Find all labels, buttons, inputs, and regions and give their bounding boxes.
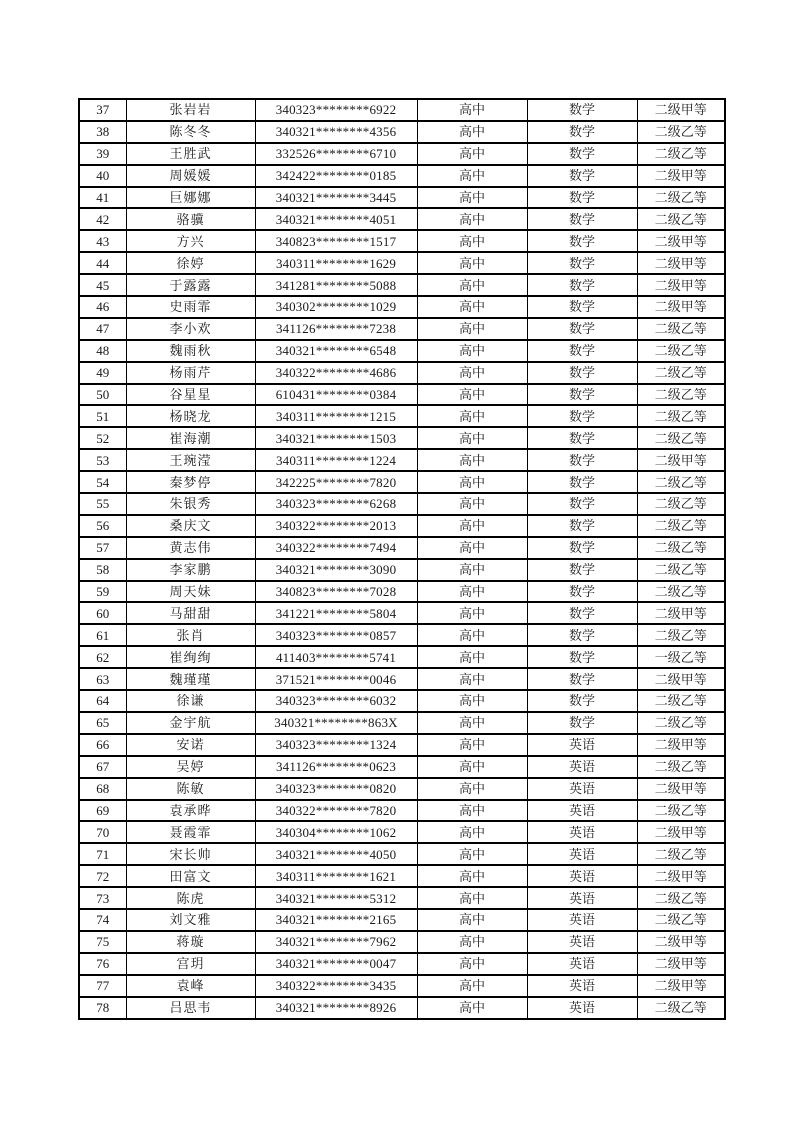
cell-serial-number: 54 <box>79 471 126 493</box>
cell-grade-level: 二级甲等 <box>637 734 725 756</box>
cell-serial-number: 58 <box>79 559 126 581</box>
cell-serial-number: 63 <box>79 668 126 690</box>
cell-serial-number: 67 <box>79 756 126 778</box>
cell-school-stage: 高中 <box>417 602 527 624</box>
cell-subject: 英语 <box>527 953 637 975</box>
table-row <box>79 756 725 778</box>
cell-school-stage: 高中 <box>417 843 527 865</box>
cell-name: 蒋璇 <box>126 931 255 953</box>
cell-name: 骆骥 <box>126 208 255 230</box>
cell-serial-number: 75 <box>79 931 126 953</box>
table-row <box>79 865 725 887</box>
cell-id-number: 340323********6922 <box>255 99 417 121</box>
cell-id-number: 340321********8926 <box>255 997 417 1019</box>
cell-name: 金宇航 <box>126 712 255 734</box>
cell-grade-level: 二级乙等 <box>637 624 725 646</box>
cell-serial-number: 57 <box>79 537 126 559</box>
cell-name: 张岩岩 <box>126 99 255 121</box>
cell-school-stage: 高中 <box>417 953 527 975</box>
cell-name: 周媛媛 <box>126 165 255 187</box>
cell-id-number: 340322********2013 <box>255 515 417 537</box>
cell-name: 徐谦 <box>126 690 255 712</box>
cell-subject: 英语 <box>527 865 637 887</box>
cell-serial-number: 52 <box>79 427 126 449</box>
table-row <box>79 646 725 668</box>
cell-grade-level: 二级乙等 <box>637 340 725 362</box>
cell-name: 方兴 <box>126 230 255 252</box>
cell-id-number: 340321********4051 <box>255 208 417 230</box>
cell-subject: 英语 <box>527 778 637 800</box>
cell-name: 朱银秀 <box>126 493 255 515</box>
cell-serial-number: 74 <box>79 909 126 931</box>
cell-serial-number: 38 <box>79 121 126 143</box>
cell-serial-number: 47 <box>79 318 126 340</box>
table-row <box>79 887 725 909</box>
cell-subject: 数学 <box>527 668 637 690</box>
cell-grade-level: 二级甲等 <box>637 668 725 690</box>
cell-school-stage: 高中 <box>417 821 527 843</box>
cell-name: 黄志伟 <box>126 537 255 559</box>
cell-subject: 数学 <box>527 602 637 624</box>
cell-serial-number: 37 <box>79 99 126 121</box>
cell-subject: 数学 <box>527 471 637 493</box>
cell-school-stage: 高中 <box>417 778 527 800</box>
table-row <box>79 449 725 471</box>
cell-subject: 英语 <box>527 756 637 778</box>
cell-name: 田富文 <box>126 865 255 887</box>
cell-serial-number: 60 <box>79 602 126 624</box>
table-row <box>79 427 725 449</box>
cell-grade-level: 二级乙等 <box>637 427 725 449</box>
cell-serial-number: 43 <box>79 230 126 252</box>
cell-id-number: 332526********6710 <box>255 143 417 165</box>
table-row <box>79 121 725 143</box>
cell-subject: 数学 <box>527 449 637 471</box>
table-row <box>79 668 725 690</box>
cell-serial-number: 44 <box>79 252 126 274</box>
cell-school-stage: 高中 <box>417 274 527 296</box>
cell-grade-level: 二级乙等 <box>637 887 725 909</box>
cell-grade-level: 二级乙等 <box>637 843 725 865</box>
cell-grade-level: 二级乙等 <box>637 318 725 340</box>
cell-subject: 数学 <box>527 537 637 559</box>
cell-id-number: 340823********7028 <box>255 581 417 603</box>
cell-school-stage: 高中 <box>417 427 527 449</box>
cell-id-number: 340322********7494 <box>255 537 417 559</box>
table-row <box>79 318 725 340</box>
cell-id-number: 340323********1324 <box>255 734 417 756</box>
cell-subject: 英语 <box>527 843 637 865</box>
cell-name: 刘文雅 <box>126 909 255 931</box>
cell-id-number: 340323********6032 <box>255 690 417 712</box>
table-row <box>79 734 725 756</box>
cell-subject: 数学 <box>527 712 637 734</box>
cell-name: 李家鹏 <box>126 559 255 581</box>
cell-id-number: 340321********2165 <box>255 909 417 931</box>
cell-name: 安诺 <box>126 734 255 756</box>
cell-serial-number: 45 <box>79 274 126 296</box>
cell-name: 袁峰 <box>126 975 255 997</box>
cell-school-stage: 高中 <box>417 975 527 997</box>
cell-school-stage: 高中 <box>417 800 527 822</box>
cell-subject: 数学 <box>527 318 637 340</box>
cell-serial-number: 50 <box>79 384 126 406</box>
cell-subject: 英语 <box>527 821 637 843</box>
roster-table-body <box>79 99 725 1019</box>
cell-id-number: 340323********0820 <box>255 778 417 800</box>
cell-school-stage: 高中 <box>417 887 527 909</box>
cell-grade-level: 二级乙等 <box>637 362 725 384</box>
cell-grade-level: 二级甲等 <box>637 449 725 471</box>
cell-serial-number: 41 <box>79 187 126 209</box>
table-row <box>79 690 725 712</box>
cell-subject: 数学 <box>527 559 637 581</box>
cell-name: 吕思韦 <box>126 997 255 1019</box>
cell-id-number: 340321********4356 <box>255 121 417 143</box>
cell-serial-number: 72 <box>79 865 126 887</box>
cell-grade-level: 二级乙等 <box>637 559 725 581</box>
table-row <box>79 296 725 318</box>
cell-school-stage: 高中 <box>417 405 527 427</box>
cell-id-number: 610431********0384 <box>255 384 417 406</box>
cell-id-number: 340321********4050 <box>255 843 417 865</box>
cell-school-stage: 高中 <box>417 997 527 1019</box>
cell-subject: 数学 <box>527 296 637 318</box>
cell-grade-level: 二级乙等 <box>637 537 725 559</box>
cell-grade-level: 二级甲等 <box>637 252 725 274</box>
cell-subject: 数学 <box>527 646 637 668</box>
cell-id-number: 340311********1621 <box>255 865 417 887</box>
cell-id-number: 340321********863X <box>255 712 417 734</box>
cell-subject: 英语 <box>527 909 637 931</box>
table-row <box>79 624 725 646</box>
table-row <box>79 778 725 800</box>
cell-subject: 数学 <box>527 165 637 187</box>
cell-school-stage: 高中 <box>417 581 527 603</box>
table-row <box>79 931 725 953</box>
cell-subject: 数学 <box>527 340 637 362</box>
cell-name: 魏瑾瑾 <box>126 668 255 690</box>
cell-id-number: 340323********0857 <box>255 624 417 646</box>
cell-serial-number: 48 <box>79 340 126 362</box>
cell-school-stage: 高中 <box>417 493 527 515</box>
table-row <box>79 274 725 296</box>
cell-id-number: 341221********5804 <box>255 602 417 624</box>
cell-serial-number: 66 <box>79 734 126 756</box>
cell-serial-number: 39 <box>79 143 126 165</box>
cell-name: 周天妹 <box>126 581 255 603</box>
cell-name: 史雨霏 <box>126 296 255 318</box>
cell-id-number: 341126********7238 <box>255 318 417 340</box>
cell-subject: 数学 <box>527 230 637 252</box>
table-row <box>79 559 725 581</box>
cell-id-number: 340321********3090 <box>255 559 417 581</box>
cell-grade-level: 二级乙等 <box>637 756 725 778</box>
cell-id-number: 340823********1517 <box>255 230 417 252</box>
cell-serial-number: 56 <box>79 515 126 537</box>
table-row <box>79 602 725 624</box>
cell-school-stage: 高中 <box>417 99 527 121</box>
cell-school-stage: 高中 <box>417 559 527 581</box>
cell-id-number: 341281********5088 <box>255 274 417 296</box>
cell-name: 宫玥 <box>126 953 255 975</box>
cell-name: 杨晓龙 <box>126 405 255 427</box>
cell-subject: 英语 <box>527 887 637 909</box>
table-row <box>79 99 725 121</box>
cell-serial-number: 46 <box>79 296 126 318</box>
cell-subject: 英语 <box>527 800 637 822</box>
cell-subject: 英语 <box>527 734 637 756</box>
cell-name: 马甜甜 <box>126 602 255 624</box>
cell-subject: 数学 <box>527 690 637 712</box>
cell-id-number: 340322********7820 <box>255 800 417 822</box>
cell-id-number: 340321********0047 <box>255 953 417 975</box>
cell-serial-number: 70 <box>79 821 126 843</box>
cell-grade-level: 二级甲等 <box>637 296 725 318</box>
cell-name: 杨雨芹 <box>126 362 255 384</box>
cell-school-stage: 高中 <box>417 756 527 778</box>
cell-id-number: 342422********0185 <box>255 165 417 187</box>
table-row <box>79 405 725 427</box>
cell-name: 宋长帅 <box>126 843 255 865</box>
cell-school-stage: 高中 <box>417 362 527 384</box>
cell-serial-number: 53 <box>79 449 126 471</box>
table-row <box>79 252 725 274</box>
cell-grade-level: 二级乙等 <box>637 493 725 515</box>
cell-serial-number: 55 <box>79 493 126 515</box>
table-row <box>79 143 725 165</box>
cell-school-stage: 高中 <box>417 121 527 143</box>
table-row <box>79 493 725 515</box>
cell-serial-number: 64 <box>79 690 126 712</box>
cell-subject: 数学 <box>527 384 637 406</box>
cell-school-stage: 高中 <box>417 165 527 187</box>
cell-grade-level: 二级乙等 <box>637 712 725 734</box>
cell-serial-number: 68 <box>79 778 126 800</box>
cell-id-number: 340304********1062 <box>255 821 417 843</box>
cell-school-stage: 高中 <box>417 712 527 734</box>
cell-id-number: 340311********1215 <box>255 405 417 427</box>
cell-grade-level: 二级甲等 <box>637 975 725 997</box>
cell-grade-level: 二级乙等 <box>637 690 725 712</box>
table-row <box>79 340 725 362</box>
cell-school-stage: 高中 <box>417 384 527 406</box>
roster-table-container <box>78 98 724 1020</box>
cell-subject: 数学 <box>527 121 637 143</box>
cell-name: 陈冬冬 <box>126 121 255 143</box>
cell-grade-level: 二级甲等 <box>637 99 725 121</box>
cell-school-stage: 高中 <box>417 318 527 340</box>
cell-grade-level: 二级乙等 <box>637 187 725 209</box>
cell-name: 巨娜娜 <box>126 187 255 209</box>
cell-serial-number: 49 <box>79 362 126 384</box>
cell-id-number: 342225********7820 <box>255 471 417 493</box>
cell-serial-number: 40 <box>79 165 126 187</box>
table-row <box>79 384 725 406</box>
cell-grade-level: 一级乙等 <box>637 646 725 668</box>
table-row <box>79 515 725 537</box>
cell-subject: 数学 <box>527 581 637 603</box>
table-row <box>79 537 725 559</box>
cell-subject: 数学 <box>527 274 637 296</box>
cell-grade-level: 二级甲等 <box>637 778 725 800</box>
cell-id-number: 340323********6268 <box>255 493 417 515</box>
cell-serial-number: 62 <box>79 646 126 668</box>
cell-grade-level: 二级乙等 <box>637 581 725 603</box>
cell-subject: 数学 <box>527 143 637 165</box>
cell-grade-level: 二级乙等 <box>637 405 725 427</box>
cell-subject: 数学 <box>527 515 637 537</box>
cell-school-stage: 高中 <box>417 931 527 953</box>
cell-subject: 数学 <box>527 208 637 230</box>
cell-id-number: 340322********4686 <box>255 362 417 384</box>
cell-subject: 英语 <box>527 975 637 997</box>
table-row <box>79 800 725 822</box>
cell-grade-level: 二级甲等 <box>637 953 725 975</box>
cell-serial-number: 61 <box>79 624 126 646</box>
cell-subject: 数学 <box>527 493 637 515</box>
cell-serial-number: 76 <box>79 953 126 975</box>
cell-school-stage: 高中 <box>417 471 527 493</box>
cell-name: 谷星星 <box>126 384 255 406</box>
cell-grade-level: 二级乙等 <box>637 800 725 822</box>
table-row <box>79 187 725 209</box>
cell-serial-number: 71 <box>79 843 126 865</box>
cell-id-number: 340322********3435 <box>255 975 417 997</box>
cell-subject: 数学 <box>527 252 637 274</box>
cell-name: 桑庆文 <box>126 515 255 537</box>
cell-grade-level: 二级乙等 <box>637 121 725 143</box>
table-row <box>79 953 725 975</box>
cell-serial-number: 73 <box>79 887 126 909</box>
cell-id-number: 411403********5741 <box>255 646 417 668</box>
cell-name: 于露露 <box>126 274 255 296</box>
cell-school-stage: 高中 <box>417 909 527 931</box>
cell-school-stage: 高中 <box>417 668 527 690</box>
cell-name: 徐婷 <box>126 252 255 274</box>
cell-subject: 数学 <box>527 624 637 646</box>
cell-id-number: 340311********1224 <box>255 449 417 471</box>
table-row <box>79 230 725 252</box>
cell-grade-level: 二级乙等 <box>637 143 725 165</box>
cell-name: 陈敏 <box>126 778 255 800</box>
cell-serial-number: 51 <box>79 405 126 427</box>
table-row <box>79 821 725 843</box>
cell-serial-number: 42 <box>79 208 126 230</box>
cell-school-stage: 高中 <box>417 230 527 252</box>
cell-name: 崔海潮 <box>126 427 255 449</box>
cell-name: 魏雨秋 <box>126 340 255 362</box>
cell-grade-level: 二级甲等 <box>637 602 725 624</box>
cell-school-stage: 高中 <box>417 252 527 274</box>
cell-serial-number: 77 <box>79 975 126 997</box>
cell-name: 张肖 <box>126 624 255 646</box>
table-row <box>79 471 725 493</box>
cell-name: 陈虎 <box>126 887 255 909</box>
table-row <box>79 712 725 734</box>
cell-id-number: 371521********0046 <box>255 668 417 690</box>
cell-id-number: 340321********5312 <box>255 887 417 909</box>
cell-serial-number: 59 <box>79 581 126 603</box>
table-row <box>79 843 725 865</box>
cell-subject: 英语 <box>527 931 637 953</box>
table-row <box>79 208 725 230</box>
cell-id-number: 340321********1503 <box>255 427 417 449</box>
cell-school-stage: 高中 <box>417 208 527 230</box>
cell-school-stage: 高中 <box>417 187 527 209</box>
cell-grade-level: 二级乙等 <box>637 997 725 1019</box>
table-row <box>79 581 725 603</box>
cell-serial-number: 65 <box>79 712 126 734</box>
cell-school-stage: 高中 <box>417 690 527 712</box>
cell-grade-level: 二级乙等 <box>637 471 725 493</box>
table-row <box>79 362 725 384</box>
table-row <box>79 165 725 187</box>
cell-name: 李小欢 <box>126 318 255 340</box>
cell-id-number: 340321********7962 <box>255 931 417 953</box>
cell-school-stage: 高中 <box>417 624 527 646</box>
cell-name: 袁承晔 <box>126 800 255 822</box>
cell-grade-level: 二级乙等 <box>637 208 725 230</box>
cell-subject: 数学 <box>527 427 637 449</box>
cell-name: 崔绚绚 <box>126 646 255 668</box>
cell-grade-level: 二级乙等 <box>637 909 725 931</box>
cell-grade-level: 二级乙等 <box>637 384 725 406</box>
cell-name: 聂霞霏 <box>126 821 255 843</box>
cell-grade-level: 二级甲等 <box>637 165 725 187</box>
cell-id-number: 340321********3445 <box>255 187 417 209</box>
cell-school-stage: 高中 <box>417 646 527 668</box>
cell-school-stage: 高中 <box>417 865 527 887</box>
table-row <box>79 997 725 1019</box>
cell-subject: 数学 <box>527 362 637 384</box>
cell-subject: 数学 <box>527 405 637 427</box>
table-row <box>79 975 725 997</box>
cell-name: 王胜武 <box>126 143 255 165</box>
cell-grade-level: 二级甲等 <box>637 274 725 296</box>
cell-grade-level: 二级甲等 <box>637 230 725 252</box>
roster-table <box>78 98 726 1020</box>
cell-grade-level: 二级甲等 <box>637 931 725 953</box>
cell-grade-level: 二级甲等 <box>637 821 725 843</box>
cell-grade-level: 二级甲等 <box>637 865 725 887</box>
cell-subject: 英语 <box>527 997 637 1019</box>
table-row <box>79 909 725 931</box>
cell-school-stage: 高中 <box>417 340 527 362</box>
cell-school-stage: 高中 <box>417 449 527 471</box>
cell-school-stage: 高中 <box>417 296 527 318</box>
cell-name: 吴婷 <box>126 756 255 778</box>
cell-grade-level: 二级乙等 <box>637 515 725 537</box>
cell-subject: 数学 <box>527 99 637 121</box>
cell-name: 王琬滢 <box>126 449 255 471</box>
cell-serial-number: 69 <box>79 800 126 822</box>
cell-id-number: 340302********1029 <box>255 296 417 318</box>
cell-id-number: 340311********1629 <box>255 252 417 274</box>
cell-school-stage: 高中 <box>417 515 527 537</box>
cell-serial-number: 78 <box>79 997 126 1019</box>
cell-id-number: 341126********0623 <box>255 756 417 778</box>
cell-school-stage: 高中 <box>417 734 527 756</box>
cell-name: 秦梦停 <box>126 471 255 493</box>
cell-school-stage: 高中 <box>417 143 527 165</box>
cell-subject: 数学 <box>527 187 637 209</box>
cell-school-stage: 高中 <box>417 537 527 559</box>
cell-id-number: 340321********6548 <box>255 340 417 362</box>
